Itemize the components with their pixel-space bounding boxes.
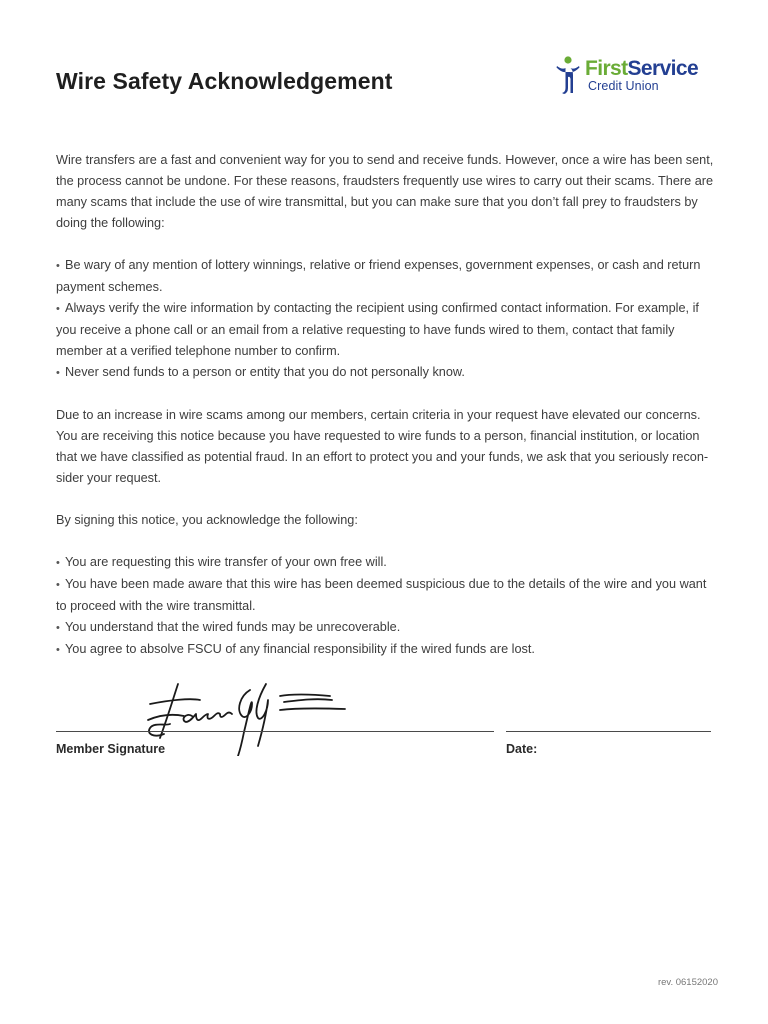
member-signature-line [56,731,494,732]
bullet: • [56,303,60,315]
logo-brand-first: First [585,57,628,80]
acknowledge-intro: By signing this notice, you acknowledge the following: [56,513,358,527]
logo-brand-second: Service [627,57,699,80]
bullet: • [56,579,60,591]
handwritten-signature [140,676,355,756]
bullet: • [56,557,60,569]
acknowledgement-text: You agree to absolve FSCU of any financial responsibility if the wired funds are lost. [65,642,535,656]
tip-text: Never send funds to a person or entity that you do not personally know. [65,365,465,379]
list-item [56,362,716,384]
date-line [506,731,711,732]
bullet: • [56,644,60,656]
bullet: • [56,622,60,634]
concern-paragraph: Due to an increase in wire scams among our members, certain criteria in your request have elevated our concerns. You are receiving this notice because you have requested to wire funds to a person, financial institution, or location that we have classified as potential fraud. In an effort to protect you and your funds, we ask that you seriously recon-sider your request. [56,408,709,485]
logo-subtitle: Credit Union [588,79,659,93]
intro-paragraph: Wire transfers are a fast and convenient way for you to send and receive funds. However, once a wire has been sent, the process cannot be undone. For these reasons, fraudsters frequently use wires to carry out their scams. There are many scams that include the use of wire transmittal, but you can make sure that you don’t fall prey to fraudsters by doing the following: [56,153,714,230]
revision-code: rev. 06152020 [657,977,718,988]
tips-list [56,255,716,384]
first-service-logo [555,55,720,97]
document-body [56,150,716,661]
list-item [56,617,716,639]
tip-text: Be wary of any mention of lottery winnings, relative or friend expenses, government expenses, or cash and return payment schemes. [56,258,701,294]
member-signature-label: Member Signature [56,742,166,756]
list-item [56,255,716,298]
logo-brand-name [585,57,698,81]
list-item [56,639,716,661]
person-arms-raised-icon [555,55,581,95]
list-item [56,298,716,362]
acknowledgement-text: You have been made aware that this wire has been deemed suspicious due to the details of the wire and you want to proceed with the wire transmittal. [56,577,707,613]
bullet: • [56,260,60,272]
acknowledgement-text: You understand that the wired funds may be unrecoverable. [65,620,401,634]
tip-text: Always verify the wire information by contacting the recipient using confirmed contact information. For example, if you receive a phone call or an email from a relative requesting to have funds wired to them, contact that family member at a verified telephone number to confirm. [56,301,699,358]
list-item [56,552,716,574]
acknowledgement-text: You are requesting this wire transfer of your own free will. [65,555,387,569]
acknowledgement-list [56,552,716,661]
bullet: • [56,367,60,379]
date-label: Date: [506,742,538,756]
page-title: Wire Safety Acknowledgement [56,68,393,94]
list-item [56,574,716,617]
